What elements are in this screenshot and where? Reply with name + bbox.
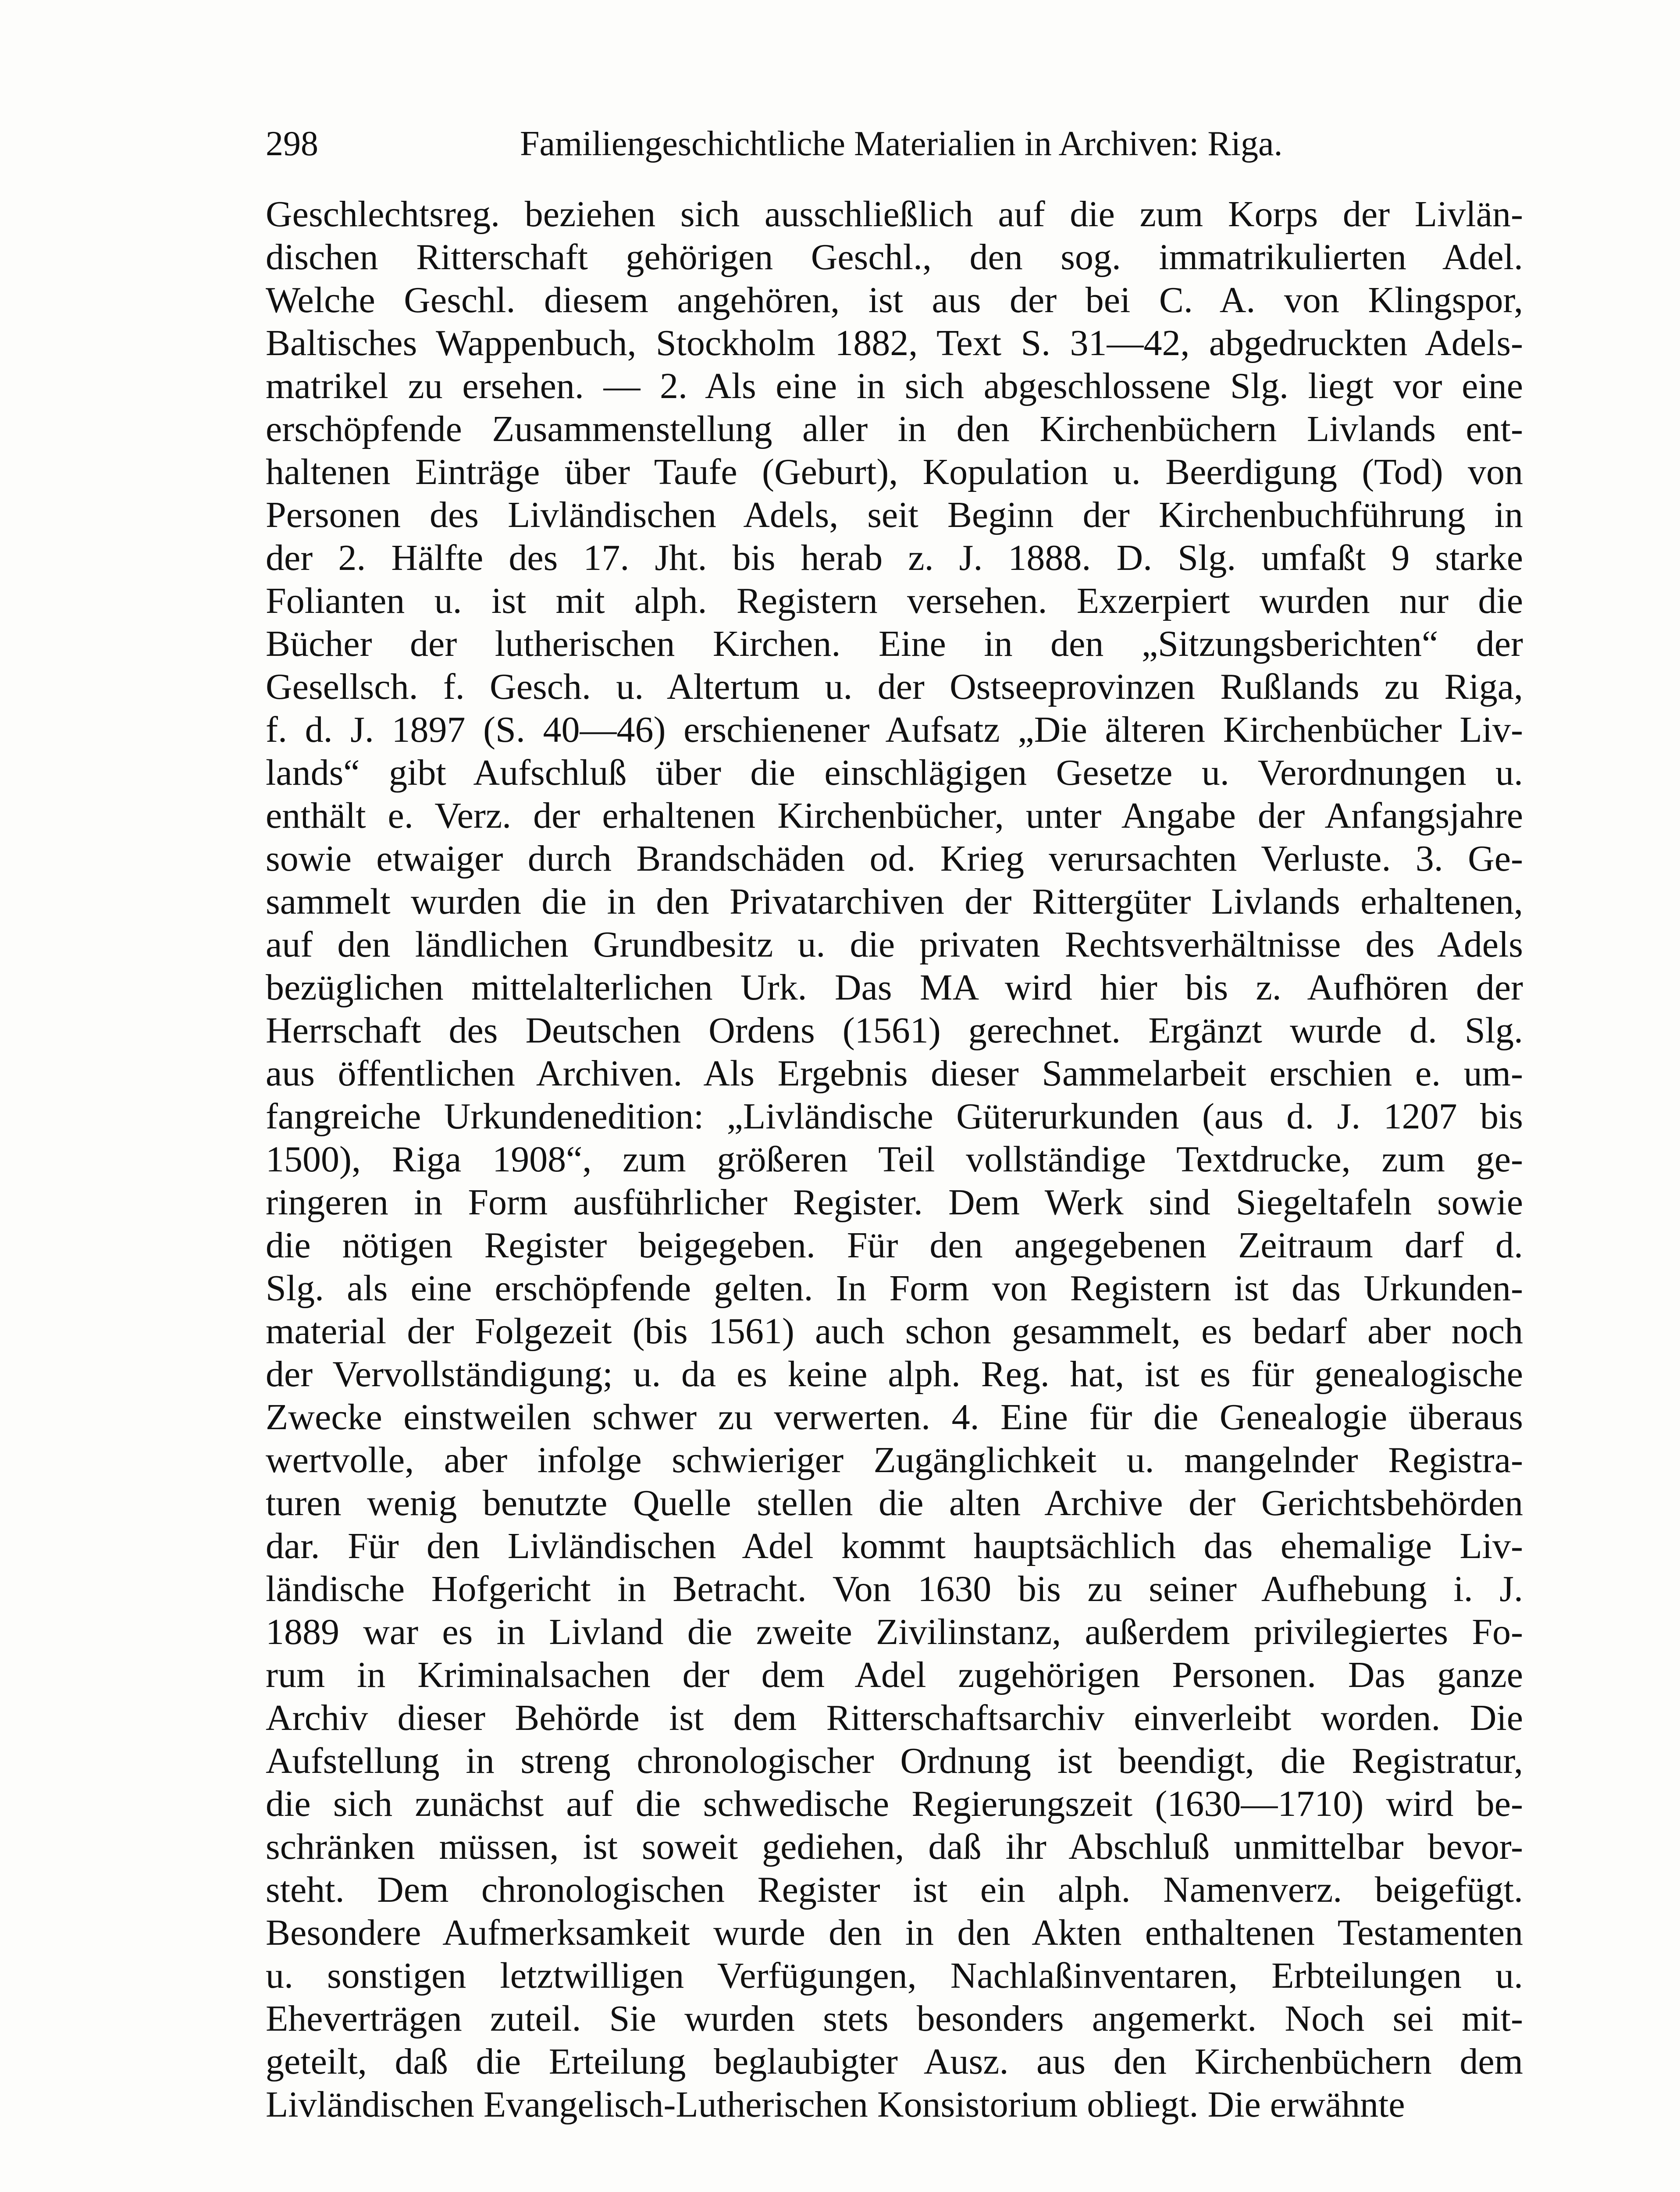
- text-line: die nötigen Register beigegeben. Für den angegebenen Zeitraum darf d.: [266, 1225, 1523, 1266]
- text-line: turen wenig benutzte Quelle stellen die alten Archive der Gerichtsbehörden: [266, 1483, 1523, 1523]
- text-line: Folianten u. ist mit alph. Registern versehen. Exzerpiert wurden nur die: [266, 580, 1523, 621]
- page-header: [266, 117, 1484, 170]
- text-line: dischen Ritterschaft gehörigen Geschl., den sog. immatrikulierten Adel.: [266, 237, 1523, 278]
- text-line: wertvolle, aber infolge schwieriger Zugänglichkeit u. mangelnder Registra-: [266, 1440, 1523, 1480]
- text-line: Gesellsch. f. Gesch. u. Altertum u. der Ostseeprovinzen Rußlands zu Riga,: [266, 666, 1523, 707]
- running-title: Familiengeschichtliche Materialien in Archiven: Riga.: [520, 125, 1283, 163]
- text-line: Bücher der lutherischen Kirchen. Eine in den „Sitzungsberichten“ der: [266, 623, 1523, 664]
- text-line: der 2. Hälfte des 17. Jht. bis herab z. J. 1888. D. Slg. umfaßt 9 starke: [266, 537, 1523, 578]
- text-line: matrikel zu ersehen. — 2. Als eine in sich abgeschlossene Slg. liegt vor eine: [266, 366, 1523, 406]
- text-line: bezüglichen mittelalterlichen Urk. Das MA wird hier bis z. Aufhören der: [266, 967, 1523, 1008]
- text-line: Slg. als eine erschöpfende gelten. In Form von Registern ist das Urkunden-: [266, 1268, 1523, 1309]
- text-line: Aufstellung in streng chronologischer Ordnung ist beendigt, die Registratur,: [266, 1740, 1523, 1781]
- text-line: fangreiche Urkundenedition: „Livländische Güterurkunden (aus d. J. 1207 bis: [266, 1096, 1523, 1137]
- text-line: ländische Hofgericht in Betracht. Von 1630 bis zu seiner Aufhebung i. J.: [266, 1569, 1523, 1609]
- text-line: sammelt wurden die in den Privatarchiven der Rittergüter Livlands erhaltenen,: [266, 881, 1523, 922]
- text-line: Livländischen Evangelisch-Lutherischen Konsistorium obliegt. Die erwähnte: [266, 2084, 1405, 2125]
- text-line: rum in Kriminalsachen der dem Adel zugehörigen Personen. Das ganze: [266, 1655, 1523, 1695]
- text-line: Eheverträgen zuteil. Sie wurden stets besonders angemerkt. Noch sei mit-: [266, 1998, 1523, 2039]
- text-line: material der Folgezeit (bis 1561) auch schon gesammelt, es bedarf aber noch: [266, 1311, 1523, 1352]
- text-line: Baltisches Wappenbuch, Stockholm 1882, Text S. 31—42, abgedruckten Adels-: [266, 323, 1523, 363]
- text-line: erschöpfende Zusammenstellung aller in den Kirchenbüchern Livlands ent-: [266, 409, 1523, 449]
- text-line: Geschlechtsreg. beziehen sich ausschließlich auf die zum Korps der Livlän-: [266, 194, 1523, 235]
- text-line: der Vervollständigung; u. da es keine alph. Reg. hat, ist es für genealogische: [266, 1354, 1523, 1395]
- text-line: f. d. J. 1897 (S. 40—46) erschienener Aufsatz „Die älteren Kirchenbücher Liv-: [266, 709, 1523, 750]
- text-line: 1500), Riga 1908“, zum größeren Teil vollständige Textdrucke, zum ge-: [266, 1139, 1523, 1180]
- text-line: Herrschaft des Deutschen Ordens (1561) gerechnet. Ergänzt wurde d. Slg.: [266, 1010, 1523, 1051]
- text-line: auf den ländlichen Grundbesitz u. die privaten Rechtsverhältnisse des Adels: [266, 924, 1523, 965]
- text-line: steht. Dem chronologischen Register ist ein alph. Namenverz. beigefügt.: [266, 1869, 1523, 1910]
- body-text: [266, 193, 1523, 2126]
- text-line: Zwecke einstweilen schwer zu verwerten. 4. Eine für die Genealogie überaus: [266, 1397, 1523, 1438]
- text-line: Personen des Livländischen Adels, seit Beginn der Kirchenbuchführung in: [266, 495, 1523, 535]
- text-line: Archiv dieser Behörde ist dem Ritterschaftsarchiv einverleibt worden. Die: [266, 1697, 1523, 1738]
- text-line: dar. Für den Livländischen Adel kommt hauptsächlich das ehemalige Liv-: [266, 1526, 1523, 1566]
- text-line: Welche Geschl. diesem angehören, ist aus der bei C. A. von Klingspor,: [266, 280, 1523, 320]
- text-line: 1889 war es in Livland die zweite Zivilinstanz, außerdem privilegiertes Fo-: [266, 1612, 1523, 1652]
- text-line: u. sonstigen letztwilligen Verfügungen, Nachlaßinventaren, Erbteilungen u.: [266, 1955, 1523, 1996]
- page-number: 298: [266, 125, 318, 163]
- text-line: sowie etwaiger durch Brandschäden od. Krieg verursachten Verluste. 3. Ge-: [266, 838, 1523, 879]
- text-line: haltenen Einträge über Taufe (Geburt), Kopulation u. Beerdigung (Tod) von: [266, 452, 1523, 492]
- text-line: ringeren in Form ausführlicher Register. Dem Werk sind Siegeltafeln sowie: [266, 1182, 1523, 1223]
- text-line: die sich zunächst auf die schwedische Regierungszeit (1630—1710) wird be-: [266, 1783, 1523, 1824]
- text-line: enthält e. Verz. der erhaltenen Kirchenbücher, unter Angabe der Anfangsjahre: [266, 795, 1523, 836]
- text-line: schränken müssen, ist soweit gediehen, daß ihr Abschluß unmittelbar bevor-: [266, 1826, 1523, 1867]
- text-line: aus öffentlichen Archiven. Als Ergebnis dieser Sammelarbeit erschien e. um-: [266, 1053, 1523, 1094]
- text-line: lands“ gibt Aufschluß über die einschlägigen Gesetze u. Verordnungen u.: [266, 752, 1523, 793]
- text-line: Besondere Aufmerksamkeit wurde den in den Akten enthaltenen Testamenten: [266, 1912, 1523, 1953]
- text-line: geteilt, daß die Erteilung beglaubigter Ausz. aus den Kirchenbüchern dem: [266, 2041, 1523, 2082]
